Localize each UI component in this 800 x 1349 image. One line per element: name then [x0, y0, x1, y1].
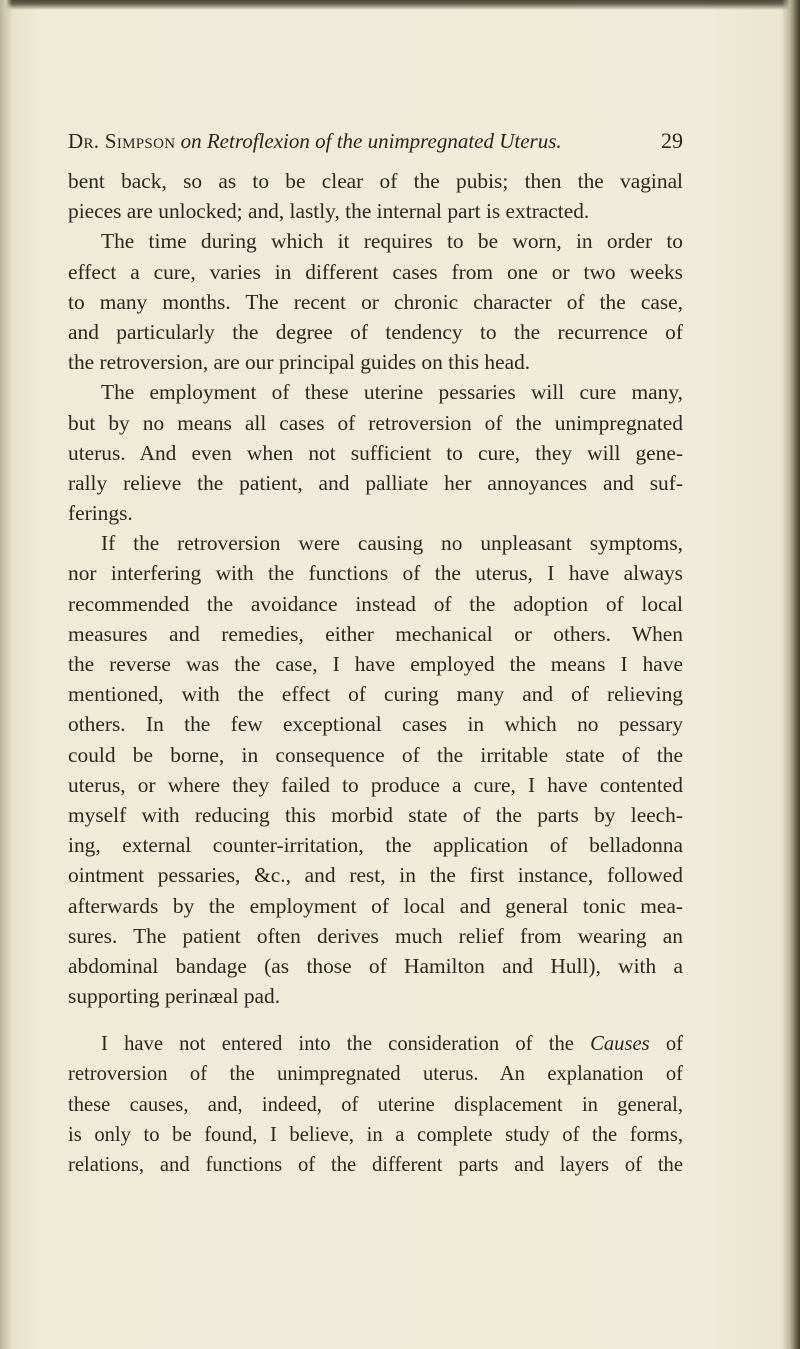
page-gutter-shadow	[0, 0, 12, 1349]
text-line: recommended the avoidance instead of the adoption of local	[68, 591, 683, 616]
text-line: effect a cure, varies in different cases from one or two weeks	[68, 259, 683, 284]
text-line: relations, and functions of the different parts and layers of the	[68, 1154, 683, 1176]
page-edge-shadow	[782, 0, 800, 1349]
text-line: If the retroversion were causing no unpleasant symptoms,	[101, 531, 683, 556]
text-line: supporting perinæal pad.	[68, 984, 281, 1009]
text-line	[68, 1029, 683, 1059]
text-line: pieces are unlocked; and, lastly, the internal part is extracted.	[68, 199, 590, 224]
text-line: retroversion of the unimpregnated uterus. An explanation of	[68, 1063, 683, 1086]
text-fragment: of	[649, 1033, 683, 1056]
page-top-shadow	[0, 0, 800, 10]
paragraph	[68, 226, 683, 377]
text-line: uterus. And even when not sufficient to cure, they will gene-	[68, 440, 683, 465]
text-line: measures and remedies, either mechanical or others. When	[68, 621, 683, 646]
page-number: 29	[661, 128, 683, 153]
text-line: ferings.	[68, 501, 133, 526]
text-line: but by no means all cases of retroversion of the unimpregnated	[68, 410, 683, 435]
text-line: ing, external counter-irritation, the application of belladonna	[68, 833, 683, 858]
header-author: Dr. Simpson	[68, 129, 176, 153]
text-line: the reverse was the case, I have employed the means I have	[68, 652, 683, 676]
text-line: is only to be found, I believe, in a complete study of the forms,	[68, 1123, 683, 1146]
paragraph	[68, 528, 683, 1011]
paragraph	[68, 1029, 683, 1180]
text-line: others. In the few exceptional cases in which no pessary	[68, 712, 683, 737]
text-line: ointment pessaries, &c., and rest, in the first instance, followed	[68, 863, 683, 888]
text-line: myself with reducing this morbid state of the parts by leech-	[68, 802, 683, 827]
header-connector: on	[180, 129, 202, 153]
body-text	[68, 166, 683, 1180]
text-line: The time during which it requires to be worn, in order to	[101, 229, 683, 254]
text-line: could be borne, in consequence of the irritable state of the	[68, 742, 683, 767]
text-line: nor interfering with the functions of the uterus, I have always	[68, 561, 683, 586]
text-line: the retroversion, are our principal guides on this head.	[68, 350, 531, 375]
text-line: bent back, so as to be clear of the pubis; then the vaginal	[68, 169, 683, 193]
text-fragment: I have not entered into the consideration of the	[101, 1033, 591, 1056]
text-line: The employment of these uterine pessaries will cure many,	[101, 380, 683, 405]
paragraph	[68, 377, 683, 528]
paragraph	[68, 166, 683, 226]
text-line: these causes, and, indeed, of uterine displacement in general,	[68, 1093, 683, 1116]
text-line: to many months. The recent or chronic character of the case,	[68, 289, 683, 314]
header-title: Retroflexion of the unimpregnated Uterus.	[206, 129, 562, 153]
text-line: sures. The patient often derives much relief from wearing an	[68, 923, 683, 948]
text-line: rally relieve the patient, and palliate her annoyances and suf-	[68, 470, 683, 495]
text-line: abdominal bandage (as those of Hamilton and Hull), with a	[68, 953, 683, 978]
running-header	[68, 126, 683, 156]
text-line: uterus, or where they failed to produce a cure, I have contented	[68, 772, 683, 797]
text-line: and particularly the degree of tendency to the recurrence of	[68, 319, 683, 344]
paragraph-gap	[68, 1011, 683, 1029]
text-line: mentioned, with the effect of curing many and of relieving	[68, 682, 683, 707]
text-line: afterwards by the employment of local and general tonic mea-	[68, 893, 683, 918]
italic-term-causes: Causes	[590, 1033, 650, 1056]
